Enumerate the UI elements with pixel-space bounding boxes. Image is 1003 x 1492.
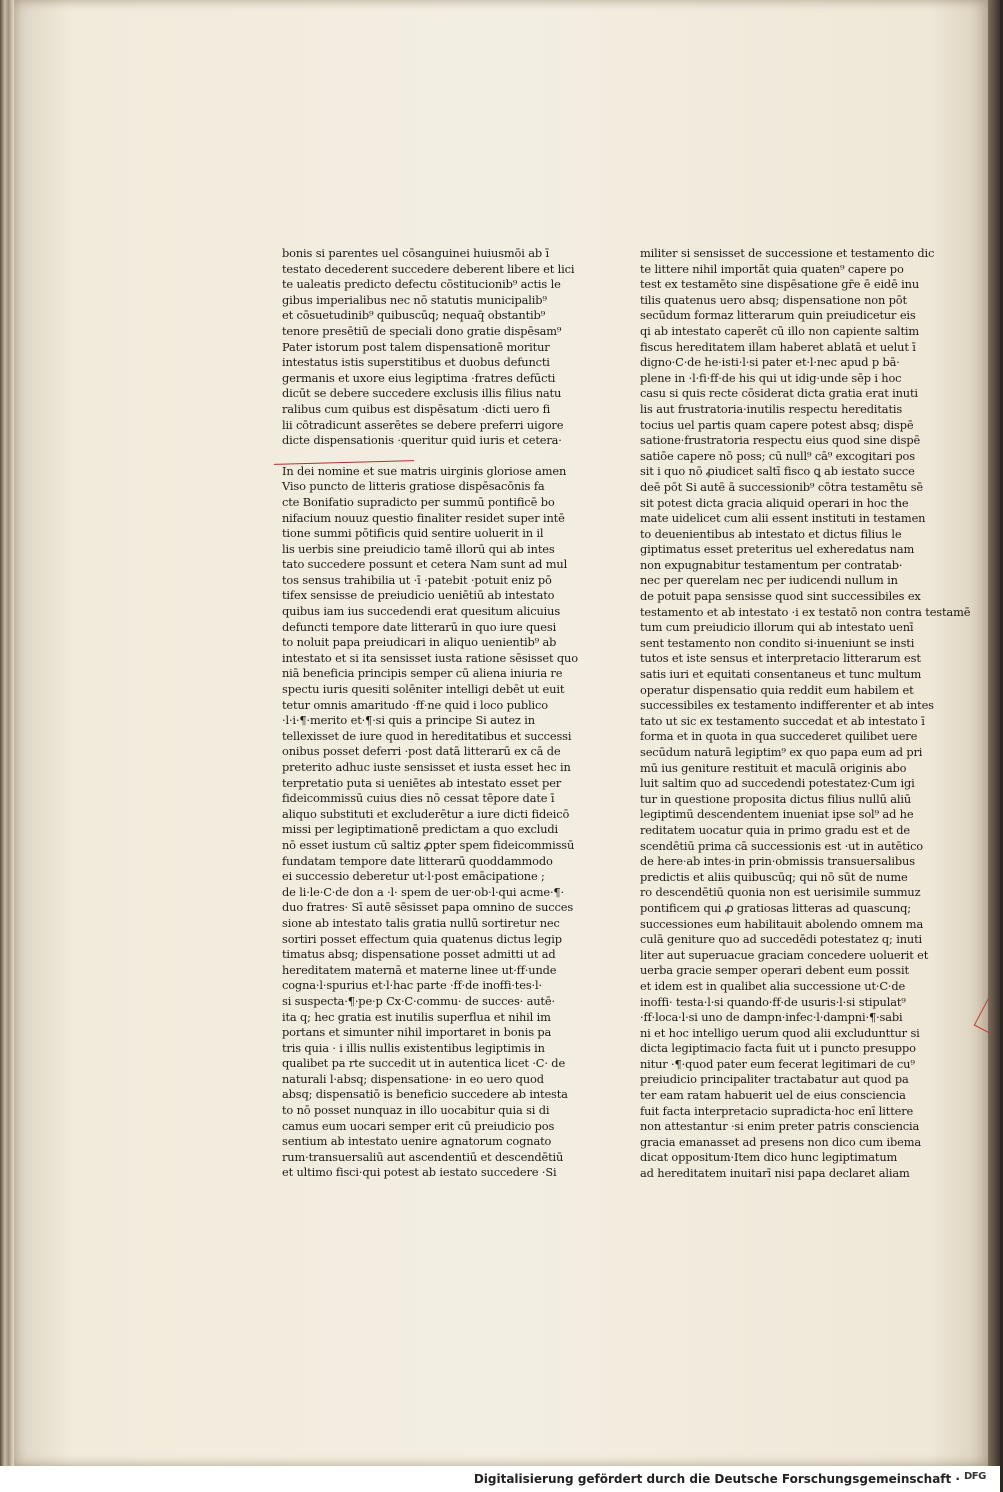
footer-bar	[0, 1466, 1000, 1492]
text-line: portans et simunter nihil importaret in bonis pa	[282, 1025, 552, 1040]
text-line: defuncti tempore date litterarū in quo iure quesi	[282, 619, 557, 634]
text-line: et idem est in qualibet alia successione ut·C·de	[640, 978, 906, 993]
text-line: tellexisset de iure quod in hereditatibus et successi	[282, 728, 572, 743]
text-line: ro descendētiū quonia non est uerisimile summuz	[640, 885, 921, 900]
text-line: onibus posset deferri ·post datā litterarū ex cā de	[282, 744, 561, 759]
text-line: testato decederent succedere deberent libere et lici	[282, 261, 575, 276]
text-line: ralibus cum quibus est dispēsatum ·dicti uero fi	[282, 401, 551, 416]
text-line: quibus iam ius succedendi erat quesitum alicuius	[282, 604, 561, 619]
text-line: tione summi pōtificis quid sentire uoluerit in il	[282, 526, 544, 541]
text-line: et cōsuetudinib⁹ quibuscūq; nequaq̄ obstantib⁹	[282, 308, 546, 323]
text-line: In dei nomine et sue matris uirginis gloriose amen	[282, 463, 567, 478]
text-line: inoffi· testa·l·si quando·ff·de usuris·l·si stipulat⁹	[640, 994, 906, 1009]
text-line: intestato et si ita sensisset iusta ratione sēsisset quo	[282, 650, 578, 665]
text-line: casu si quis recte cōsiderat dicta gratia erat inuti	[640, 386, 918, 401]
text-line: scendētiū prima cā successionis est ·ut in autētico	[640, 838, 924, 853]
text-line: luit saltim quo ad succedendi potestatez·Cum igi	[640, 776, 915, 791]
text-line: predictis et aliis quibuscūq; qui nō sūt de nume	[640, 869, 908, 884]
text-line: pontificem qui ꝓ gratiosas litteras ad quascunq;	[640, 900, 911, 915]
text-line: ·l·i·¶·merito et·¶·si quis a principe Si autez in	[282, 713, 535, 728]
book-edge	[0, 0, 14, 1466]
text-line: sentium ab intestato uenire agnatorum cognato	[282, 1134, 552, 1149]
text-line: absq; dispensatiō is beneficio succedere ab intesta	[282, 1087, 568, 1102]
text-line: operatur dispensatio quia reddit eum habilem et	[640, 682, 914, 697]
text-line: uerba gracie semper operari debent eum possit	[640, 963, 909, 978]
left-paragraph-2	[282, 463, 578, 1181]
text-line: niā beneficia principis semper cū aliena iniuria re	[282, 666, 563, 681]
text-line: digno·C·de he·isti·l·si pater et·l·nec apud p bā·	[640, 355, 900, 370]
paragraph-gap	[282, 449, 544, 464]
text-line: fideicommissū cuius dies nō cessat tēpore date ī	[282, 791, 555, 806]
text-line: ita q; hec gratia est inutilis superflua et nihil im	[282, 1009, 551, 1024]
text-line: deē pōt Si autē ā successionib⁹ cōtra testamētu sē	[640, 479, 923, 494]
text-line: militer si sensisset de successione et testamento dic	[640, 246, 935, 260]
funding-credit: Digitalisierung gefördert durch die Deutsche Forschungsgemeinschaft ·	[473, 1472, 960, 1486]
text-line: missi per legiptimationē predictam a quo excludi	[282, 822, 559, 837]
text-line: aliquo substituti et excluderētur a iure dicti fideicō	[282, 806, 570, 821]
text-line: tilis quatenus uero absq; dispensatione non pōt	[640, 292, 907, 307]
text-line: sit i quo nō ꝓiudicet saltī fisco ꝗ ab iestato succe	[640, 464, 915, 479]
text-line: tato ut sic ex testamento succedat et ab intestato ī	[640, 713, 925, 728]
text-line: liter aut superuacue graciam concedere uoluerit et	[640, 947, 929, 962]
text-line: de li·le·C·de don a ·l· spem de uer·ob·l·qui acme·¶·	[282, 884, 564, 899]
text-line: tenore presētiū de speciali dono gratie dispēsam⁹	[282, 323, 562, 338]
text-line: forma et in quota in qua succederet quilibet uere	[640, 729, 918, 744]
text-line: intestatus istis superstitibus et duobus defuncti	[282, 355, 550, 370]
text-line: spectu iuris quesiti solēniter intelligi debēt ut euit	[282, 682, 565, 697]
text-line: timatus absq; dispensatione posset admitti ut ad	[282, 947, 556, 962]
text-line: satis iuri et equitati consentaneus et tunc multum	[640, 667, 922, 682]
text-line: Viso puncto de litteris gratiose dispēsacōnis fa	[282, 479, 545, 494]
text-line: camus eum uocari semper erit cū preiudicio pos	[282, 1118, 555, 1133]
text-line: hereditatem maternā et materne linee ut·ff·unde	[282, 962, 557, 977]
text-line: gracia emanasset ad presens non dico cum ibema	[640, 1134, 922, 1149]
text-line: tur in questione proposita dictus filius nullū aliū	[640, 791, 912, 806]
text-line: sent testamento non condito si·inueniunt se insti	[640, 635, 915, 650]
text-line: duo fratres· Sī autē sēsisset papa omnino de succes	[282, 900, 574, 915]
text-line: dicat oppositum·Item dico hunc legiptimatum	[640, 1150, 898, 1165]
text-line: secūdum naturā legiptim⁹ ex quo papa eum ad pri	[640, 745, 923, 759]
text-line: Pater istorum post talem dispensationē moritur	[282, 339, 550, 354]
text-line: te ualeatis predicto defectu cōstitucionib⁹ actis le	[282, 277, 561, 292]
text-line: culā geniture quo ad succedēdi potestatez q; inuti	[640, 932, 922, 947]
text-line: de here·ab intes·in prin·obmissis transuersalibus	[640, 854, 915, 869]
text-line: nec per querelam nec per iudicendi nullum in	[640, 573, 898, 588]
text-line: non expugnabitur testamentum per contratab·	[640, 557, 903, 572]
text-line: sione ab intestato talis gratia nullū sortiretur nec	[282, 915, 560, 930]
text-line: qi ab intestato caperēt cū illo non capiente saltim	[640, 323, 920, 338]
text-line: fundatam tempore date litterarū quoddammodo	[282, 853, 553, 868]
text-line: satione·frustratoria respectu eius quod sine dispē	[640, 433, 921, 448]
text-line: dicte dispensationis ·queritur quid iuris et cetera·	[282, 433, 562, 448]
text-line: to nō posset nunquaz in illo uocabitur quia si di	[282, 1103, 550, 1118]
text-line: germanis et uxore eius legiptima ·fratres defūcti	[282, 370, 556, 385]
text-line: bonis si parentes uel cōsanguinei huiusmōi ab ī	[282, 246, 549, 260]
text-line: plene in ·l·fi·ff·de his qui ut idig·unde sēp i hoc	[640, 370, 902, 385]
text-line: de potuit papa sensisse quod sint successibiles ex	[640, 589, 921, 604]
page-gutter-shadow	[988, 0, 1000, 1466]
text-line: et ultimo fisci·qui potest ab iestato succedere ·Si	[282, 1165, 557, 1180]
text-line: successibiles ex testamento indifferenter et ab intes	[640, 698, 934, 713]
right-column	[640, 246, 971, 1182]
text-line: naturali l·absq; dispensatione· in eo uero quod	[282, 1071, 544, 1086]
text-line: legiptimū descendentem inueniat ipse sol⁹ ad he	[640, 807, 914, 822]
text-line: rum·transuersaliū aut ascendentiū et descendētiū	[282, 1149, 564, 1164]
text-line: lis aut frustratoria·inutilis respectu hereditatis	[640, 401, 903, 416]
text-line: tris quia · i illis nullis existentibus legiptimis in	[282, 1040, 545, 1055]
text-line: reditatem uocatur quia in primo gradu est et de	[640, 822, 910, 837]
text-line: te littere nihil importāt quia quaten⁹ capere po	[640, 261, 904, 276]
text-line: preiudicio principaliter tractabatur aut quod pa	[640, 1072, 909, 1087]
text-line: lii cōtradicunt asserētes se debere preferri uigore	[282, 417, 564, 432]
text-line: tos sensus trahibilia ut ·ī ·patebit ·potuit eniz pō	[282, 572, 552, 587]
text-line: cte Bonifatio supradicto per summū pontificē bo	[282, 494, 555, 509]
text-line: fuit facta interpretacio supradicta·hoc enī littere	[640, 1103, 914, 1118]
text-line: preterito adhuc iuste sensisset et iusta esset hec in	[282, 760, 571, 774]
text-line: testamento et ab intestato ·i ex testatō non contra testamē	[640, 604, 971, 619]
text-line: nifacium nouuz questio finaliter residet super intē	[282, 510, 565, 525]
text-line: ni et hoc intelligo uerum quod alii excludunttur si	[640, 1025, 920, 1040]
text-line: tifex sensisse de preiudicio ueniētiū ab intestato	[282, 588, 555, 603]
text-line: ad hereditatem inuitarī nisi papa declaret aliam	[640, 1166, 910, 1181]
text-line: dicta legiptimacio facta fuit ut i puncto presuppo	[640, 1041, 916, 1056]
text-line: test ex testamēto sine dispēsatione gr̄e ē eidē inu	[640, 277, 920, 292]
text-line: ei successio deberetur ut·l·post emācipatione ;	[282, 869, 545, 884]
left-paragraph-1	[282, 246, 575, 449]
text-line: ·ff·loca·l·si uno de dampn·infec·l·dampni·¶·sabi	[640, 1010, 903, 1025]
text-line: dicūt se debere succedere exclusis illis filius natu	[282, 386, 562, 401]
left-column	[282, 246, 578, 1181]
text-line: satiōe capere nō poss; cū null⁹ cā⁹ excogitari pos	[640, 448, 915, 463]
text-line: fiscus hereditatem illam haberet ablatā et uelut ī	[640, 339, 916, 354]
text-line: sortiri posset effectum quia quatenus dictus legip	[282, 931, 562, 946]
text-line: giptimatus esset preteritus uel exheredatus nam	[640, 542, 915, 557]
text-line: tutos et iste sensus et interpretacio litterarum est	[640, 651, 921, 666]
text-line: non attestantur ·si enim preter patris consciencia	[640, 1119, 920, 1134]
text-line: qualibet pa rte succedit ut in autentica licet ·C· de	[282, 1056, 566, 1071]
text-line: tetur omnis amaritudo ·ff·ne quid i loco publico	[282, 697, 548, 712]
text-line: ter eam ratam habuerit uel de eius consciencia	[640, 1088, 906, 1103]
dfg-logo: DFG	[964, 1471, 986, 1482]
text-line: to deuenientibus ab intestato et dictus filius le	[640, 526, 902, 541]
text-line: terpretatio puta si ueniētes ab intestato esset per	[282, 775, 562, 790]
text-line: successiones eum habilitauit abolendo omnem ma	[640, 916, 924, 931]
text-line: nō esset iustum cū saltiz ꝓpter spem fideicommissū	[282, 837, 575, 852]
text-line: cogna·l·spurius et·l·hac parte ·ff·de inoffi·tes·l·	[282, 978, 542, 993]
text-line: secūdum formaz litterarum quin preiudicetur eis	[640, 308, 916, 323]
text-line: tocius uel partis quam capere potest absq; dispē	[640, 417, 914, 432]
text-line: to noluit papa preiudicari in aliquo uenientib⁹ ab	[282, 635, 557, 650]
text-line: sit potest dicta gracia aliquid operari in hoc the	[640, 495, 909, 510]
text-line: mū ius geniture restituit et maculā originis abo	[640, 760, 907, 775]
text-line: gibus imperialibus nec nō statutis municipalib⁹	[282, 292, 547, 307]
text-line: tato succedere possunt et cetera Nam sunt ad mul	[282, 557, 568, 572]
text-line: mate uidelicet cum alii essent instituti in testamen	[640, 511, 926, 526]
text-line: lis uerbis sine preiudicio tamē illorū qui ab intes	[282, 541, 555, 556]
text-line: nitur ·¶·quod pater eum fecerat legitimari de cu⁹	[640, 1056, 915, 1071]
text-line: si suspecta·¶·pe·p Cx·C·commu· de succes· autē·	[282, 993, 555, 1008]
text-line: tum cum preiudicio illorum qui ab intestato uenī	[640, 620, 914, 635]
